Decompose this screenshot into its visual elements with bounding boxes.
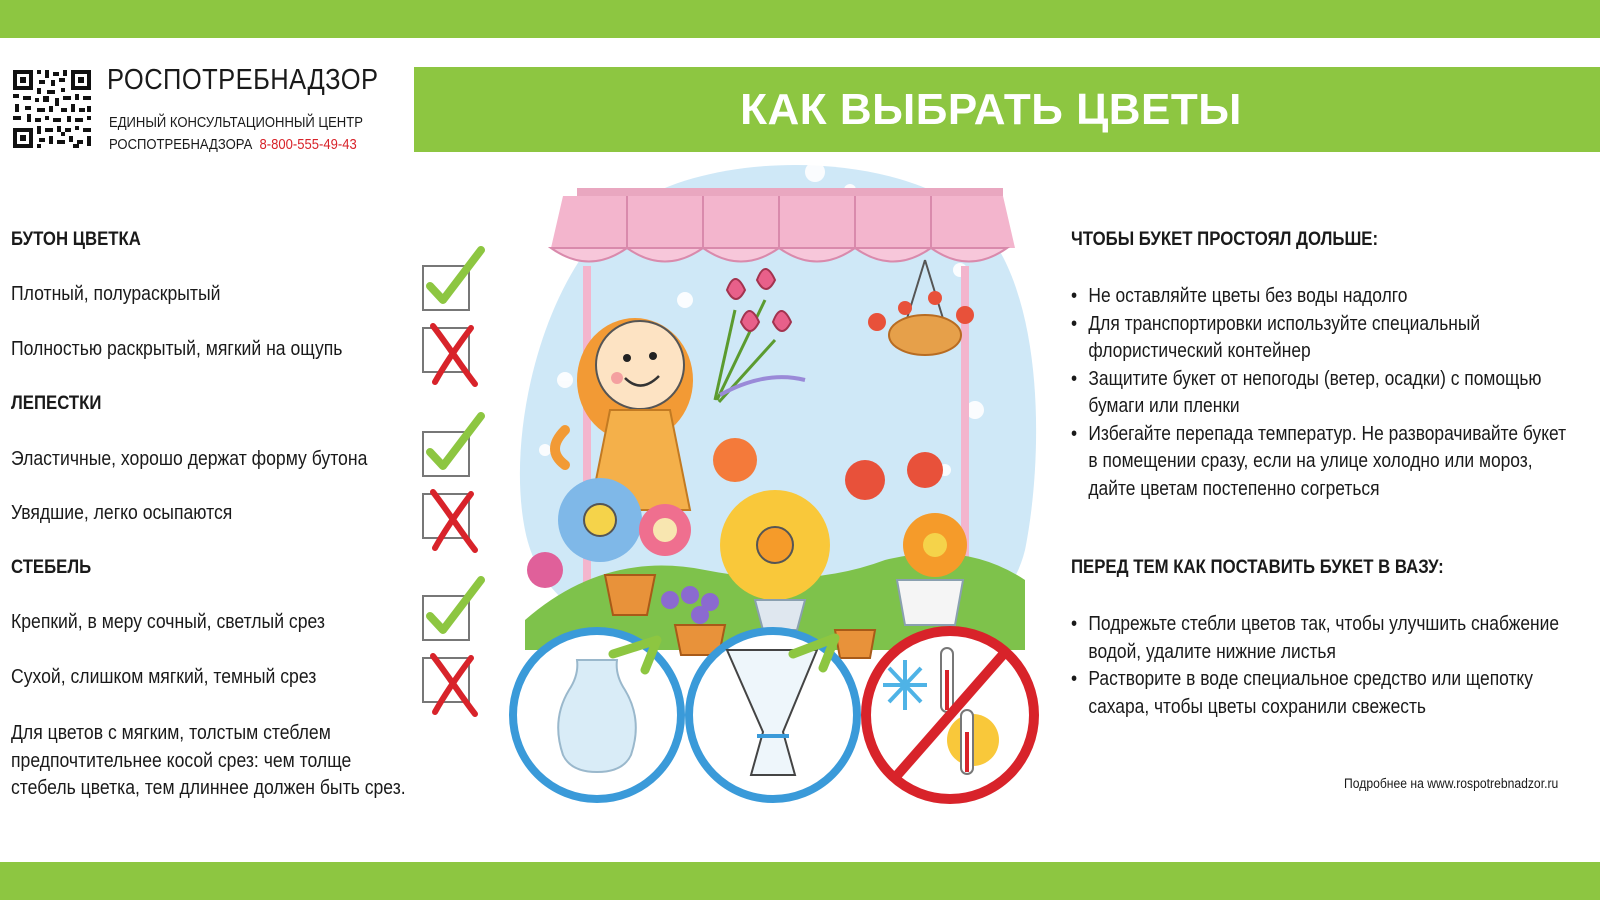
check-icon: [421, 412, 485, 478]
list-item-line: сахара, чтобы цветы сохранили свежесть: [1088, 695, 1426, 718]
stem-cut-note: [11, 720, 406, 803]
wrapped-bouquet-icon: [689, 631, 857, 799]
cross-icon: [421, 652, 485, 718]
org-subtitle-line2: РОСПОТРЕБНАДЗОРА: [109, 137, 253, 153]
list-item-line: дайте цветам постепенно согреться: [1088, 477, 1380, 500]
list-item-line: флористический контейнер: [1088, 340, 1311, 362]
list-item: [1071, 666, 1593, 721]
org-subtitle: [109, 112, 363, 156]
org-subtitle-line1: ЕДИНЫЙ КОНСУЛЬТАЦИОННЫЙ ЦЕНТР: [109, 115, 363, 131]
list-item: [1071, 311, 1593, 366]
note-line: стебель цветка, тем длиннее должен быть срез.: [11, 777, 406, 799]
cross-icon: [421, 322, 485, 388]
section-heading-petals: ЛЕПЕСТКИ: [11, 392, 102, 414]
criterion-text: Крепкий, в меру сочный, светлый срез: [11, 611, 325, 633]
qr-code-icon[interactable]: [11, 68, 93, 150]
list-item-line: водой, удалите нижние листья: [1088, 640, 1336, 663]
list-item-line: • Избегайте перепада температур. Не разворачивайте букет: [1088, 422, 1567, 445]
flower-stall-illustration: [505, 150, 1065, 810]
list-item: [1071, 611, 1593, 666]
list-item: [1071, 366, 1593, 421]
water-jug-icon: [513, 631, 681, 799]
note-line: Для цветов с мягким, толстым стеблем: [11, 722, 331, 744]
cross-icon: [421, 488, 485, 554]
list-item: [1071, 283, 1593, 311]
check-icon: [421, 246, 485, 312]
page-title: КАК ВЫБРАТЬ ЦВЕТЫ: [740, 85, 1242, 134]
list-item-line: бумаги или пленки: [1088, 395, 1240, 417]
before-vase-list: [1071, 611, 1593, 721]
note-line: предпочтительнее косой срез: чем толще: [11, 749, 352, 772]
hotline-phone[interactable]: 8-800-555-49-43: [259, 137, 357, 153]
list-item: [1071, 421, 1593, 504]
list-item-line: • Подрежьте стебли цветов так, чтобы улучшить снабжение: [1088, 613, 1560, 635]
list-item-line: • Не оставляйте цветы без воды надолго: [1088, 285, 1408, 307]
criterion-text: Эластичные, хорошо держат форму бутона: [11, 448, 368, 470]
no-temperature-change-icon: [866, 631, 1034, 799]
section-heading-before-vase: ПЕРЕД ТЕМ КАК ПОСТАВИТЬ БУКЕТ В ВАЗУ:: [1071, 556, 1444, 578]
org-name: РОСПОТРЕБНАДЗОР: [107, 64, 379, 96]
section-heading-stem: СТЕБЕЛЬ: [11, 556, 92, 578]
list-item-line: • Для транспортировки используйте специальный: [1088, 312, 1481, 335]
bottom-green-band: [0, 862, 1600, 900]
last-longer-list: [1071, 283, 1593, 503]
criterion-text: Плотный, полураскрытый: [11, 283, 221, 305]
more-info-link[interactable]: Подробнее на www.rospotrebnadzor.ru: [1344, 776, 1559, 791]
title-bar: [414, 67, 1600, 152]
section-heading-bud: БУТОН ЦВЕТКА: [11, 228, 141, 250]
check-icon: [421, 576, 485, 642]
top-green-band: [0, 0, 1600, 38]
criterion-text: Сухой, слишком мягкий, темный срез: [11, 666, 317, 688]
list-item-line: • Растворите в воде специальное средство или щепотку: [1088, 668, 1533, 690]
section-heading-last-longer: ЧТОБЫ БУКЕТ ПРОСТОЯЛ ДОЛЬШЕ:: [1071, 228, 1379, 250]
criterion-text: Полностью раскрытый, мягкий на ощупь: [11, 338, 343, 360]
list-item-line: в помещении сразу, если на улице холодно или мороз,: [1088, 450, 1533, 472]
list-item-line: • Защитите букет от непогоды (ветер, осадки) с помощью: [1088, 367, 1542, 390]
criterion-text: Увядшие, легко осыпаются: [11, 502, 233, 524]
